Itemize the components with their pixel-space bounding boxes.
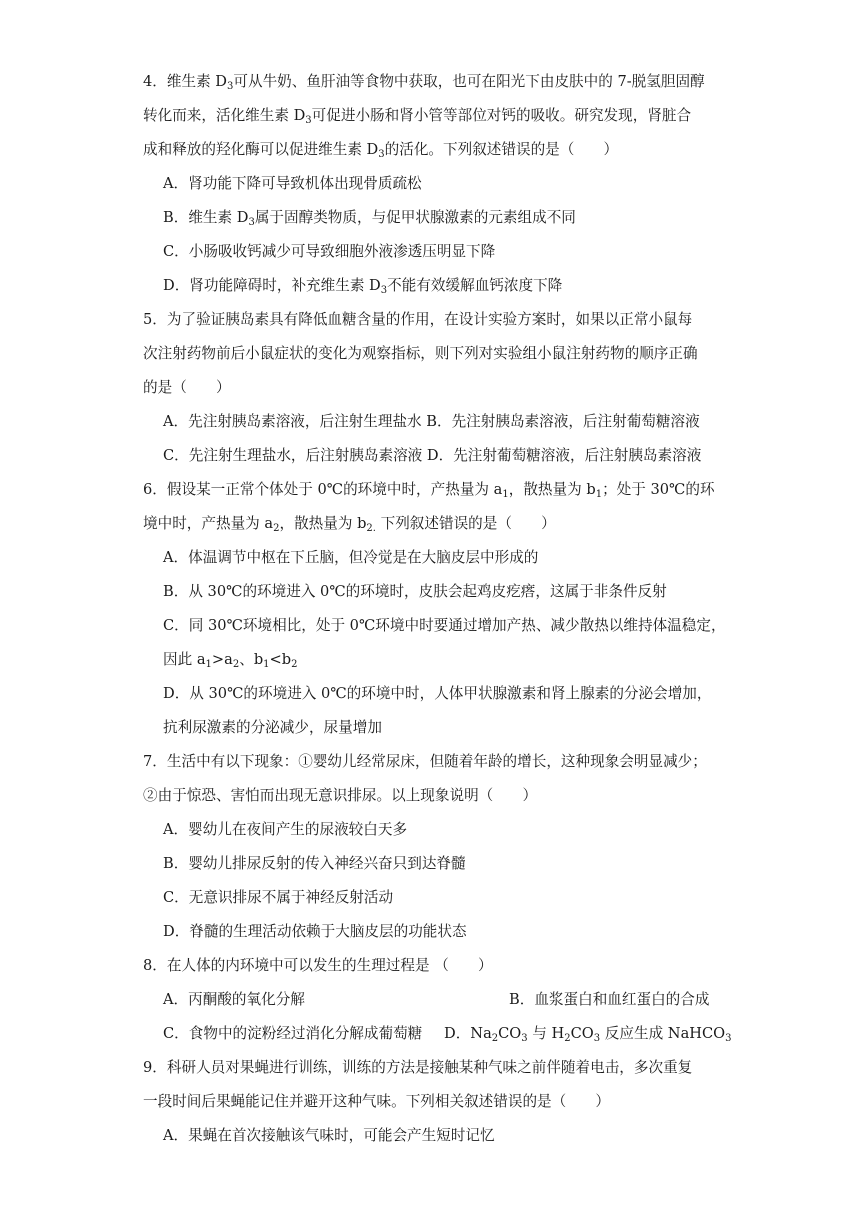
q4-stem-line3: 成和释放的羟化酶可以促进维生素 $D_3$的活化。下列叙述错误的是（ ） [143, 141, 619, 160]
q5-stem-line2: 次注射药物前后小鼠症状的变化为观察指标，则下列对实验组小鼠注射药物的顺序正确 [143, 345, 698, 362]
q6-option-b: B．从 30℃的环境进入 0℃的环境时，皮肤会起鸡皮疙瘩，这属于非条件反射 [163, 583, 667, 600]
q8-stem: 8．在人体的内环境中可以发生的生理过程是 （ ） [143, 957, 493, 974]
q5-options-cd: C．先注射生理盐水，后注射胰岛素溶液 D．先注射葡萄糖溶液，后注射胰岛素溶液 [163, 447, 702, 464]
q4-option-d: D．肾功能障碍时，补充维生素 $D_3$不能有效缓解血钙浓度下降 [163, 277, 563, 296]
q9-option-a: A．果蝇在首次接触该气味时，可能会产生短时记忆 [163, 1127, 495, 1144]
q8-option-c: C．食物中的淀粉经过消化分解成葡萄糖 [163, 1025, 423, 1042]
q6-option-c-line2: 因此 $a_1>a_2$、$b_1<b_2$ [163, 651, 298, 670]
q8-option-b: B．血浆蛋白和血红蛋白的合成 [509, 991, 710, 1008]
q6-option-c-line1: C．同 30℃环境相比，处于 0℃环境中时要通过增加产热、减少散热以维持体温稳定， [163, 617, 726, 634]
q4-stem-line1: 4．维生素 $D_3$可从牛奶、鱼肝油等食物中获取，也可在阳光下由皮肤中的 7-脱氢胆固醇 [143, 73, 705, 92]
q6-option-a: A．体温调节中枢在下丘脑，但冷觉是在大脑皮层中形成的 [163, 549, 539, 566]
q9-stem-line1: 9．科研人员对果蝇进行训练，训练的方法是接触某种气味之前伴随着电击，多次重复 [143, 1059, 693, 1076]
q6-option-d-line1: D．从 30℃的环境进入 0℃的环境中时，人体甲状腺激素和肾上腺素的分泌会增加， [163, 685, 712, 702]
q6-option-d-line2: 抗利尿激素的分泌减少，尿量增加 [163, 719, 382, 736]
q7-option-b: B．婴幼儿排尿反射的传入神经兴奋只到达脊髓 [163, 855, 466, 872]
q4-option-a: A．肾功能下降可导致机体出现骨质疏松 [163, 175, 422, 192]
q7-option-c: C．无意识排尿不属于神经反射活动 [163, 889, 394, 906]
q8-option-a: A．丙酮酸的氧化分解 [163, 991, 305, 1008]
q5-stem-line1: 5．为了验证胰岛素具有降低血糖含量的作用，在设计实验方案时，如果以正常小鼠每 [143, 311, 693, 328]
q5-options-ab: A．先注射胰岛素溶液，后注射生理盐水 B．先注射胰岛素溶液，后注射葡萄糖溶液 [163, 413, 700, 430]
q4-option-b: B．维生素 $D_3$属于固醇类物质，与促甲状腺激素的元素组成不同 [163, 209, 576, 228]
q7-option-a: A．婴幼儿在夜间产生的尿液较白天多 [163, 821, 408, 838]
q9-stem-line2: 一段时间后果蝇能记住并避开这种气味。下列相关叙述错误的是（ ） [143, 1093, 611, 1110]
q6-stem-line1: 6．假设某一正常个体处于 0℃的环境中时，产热量为 $a_1$，散热量为 $b_1$；处于 30℃的环 [143, 481, 715, 500]
q4-stem-line2: 转化而来，活化维生素 $D_3$可促进小肠和肾小管等部位对钙的吸收。研究发现，肾脏合 [143, 107, 692, 126]
q8-option-d: D．$Na_2CO_3$ 与 $H_2CO_3$ 反应生成 NaHCO$_3$ [444, 1025, 732, 1044]
q6-stem-line2: 境中时，产热量为 $a_2$，散热量为 $b_{2.}$ 下列叙述错误的是（ ） [143, 515, 556, 534]
q7-stem-line1: 7．生活中有以下现象：①婴幼儿经常尿床，但随着年龄的增长，这种现象会明显减少； [143, 753, 707, 770]
q4-option-c: C．小肠吸收钙减少可导致细胞外液渗透压明显下降 [163, 243, 496, 260]
q5-stem-line3: 的是（ ） [143, 379, 231, 396]
q7-stem-line2: ②由于惊恐、害怕而出现无意识排尿。以上现象说明（ ） [143, 787, 538, 804]
q7-option-d: D．脊髓的生理活动依赖于大脑皮层的功能状态 [163, 923, 467, 940]
